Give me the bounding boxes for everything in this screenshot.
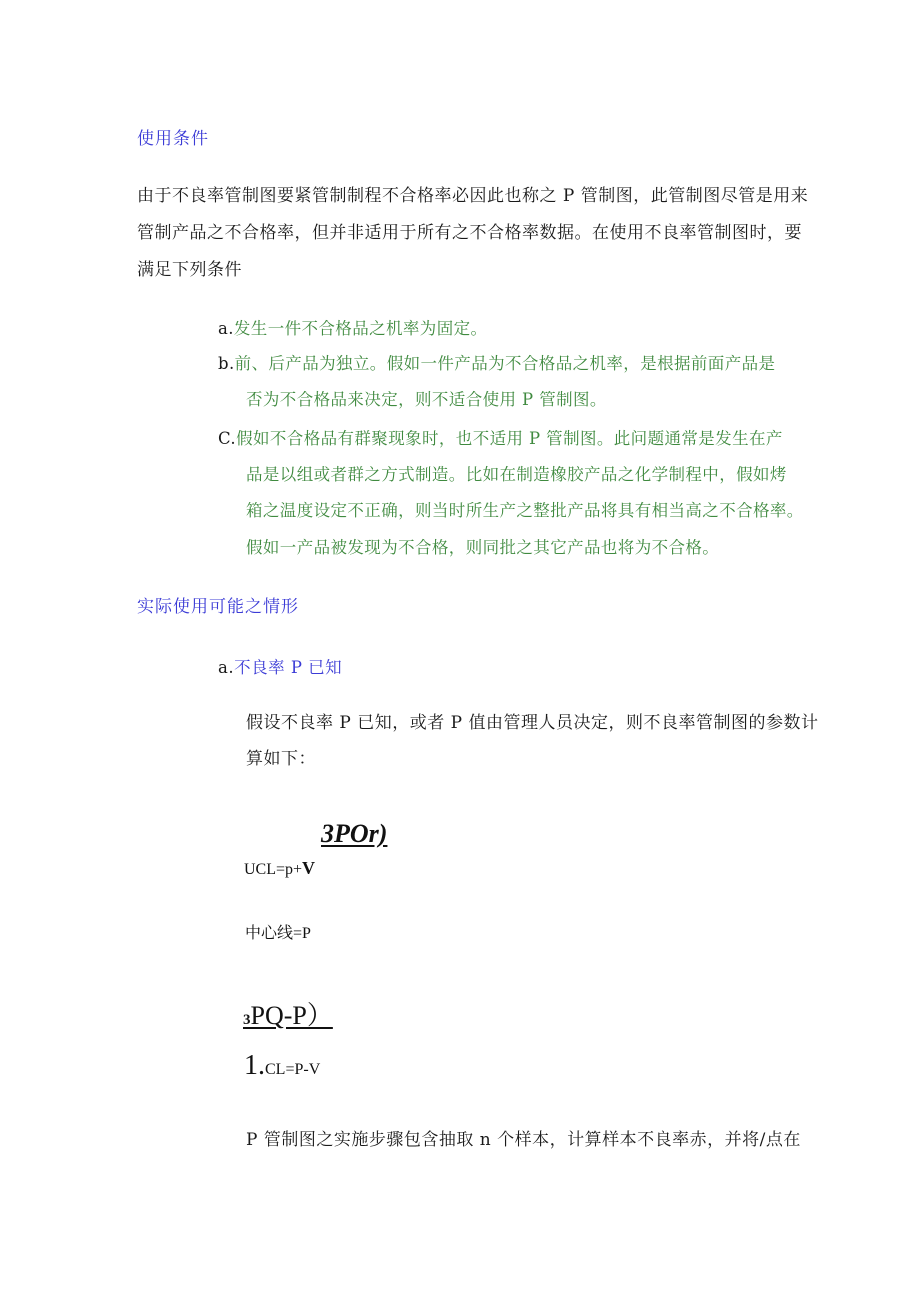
ucl-formula-radical: V	[302, 858, 316, 878]
paragraph-line: P 管制图之实施步骤包含抽取 n 个样本，计算样本不良率赤，并将/点在	[246, 1130, 801, 1150]
list-item-text-cont: 品是以组或者群之方式制造。比如在制造橡胶产品之化学制程中，假如烤	[246, 465, 787, 484]
list-item-text-cont: 箱之温度设定不正确，则当时所生产之整批产品将具有相当高之不合格率。	[246, 501, 804, 520]
ucl-fraction-numerator: 3POr)	[321, 819, 388, 848]
lcl-number: 1.	[244, 1050, 265, 1081]
list-item-text: 发生一件不合格品之机率为固定。	[233, 319, 488, 338]
paragraph-line: 满足下列条件	[137, 260, 242, 280]
paragraph-line: 管制产品之不合格率，但并非适用于所有之不合格率数据。在使用不良率管制图时，要	[137, 223, 802, 243]
ucl-formula-text: UCL=p+	[244, 861, 303, 878]
lcl-fraction-text: PQ-P）	[250, 1001, 333, 1030]
subsection-known-p	[218, 654, 342, 678]
subsection-label: 不良率 P 已知	[234, 658, 343, 677]
list-marker: C.	[218, 429, 237, 448]
paragraph-line: 算如下：	[246, 749, 316, 769]
lcl-formula-text: CL=P-V	[265, 1061, 321, 1078]
list-item-text-cont: 假如一产品被发现为不合格，则同批之其它产品也将为不合格。	[246, 538, 720, 557]
list-item-text: 假如不合格品有群聚现象时，也不适用 P 管制图。此问题通常是发生在产	[236, 429, 783, 448]
lcl-formula	[244, 1050, 320, 1082]
list-item-a	[218, 315, 487, 339]
list-item-text-cont: 否为不合格品来决定，则不适合使用 P 管制图。	[246, 390, 607, 409]
center-line-formula: 中心线=P	[245, 925, 311, 942]
lcl-fraction-numerator	[243, 995, 333, 1032]
list-marker: b.	[218, 354, 235, 373]
paragraph-line: 由于不良率管制图要紧管制制程不合格率必因此也称之 P 管制图，此管制图尽管是用来	[137, 186, 809, 206]
section-heading-usage-conditions: 使用条件	[137, 129, 209, 149]
section-heading-practical-use: 实际使用可能之情形	[137, 597, 299, 617]
list-item-text: 前、后产品为独立。假如一件产品为不合格品之机率，是根据前面产品是	[234, 354, 776, 373]
list-marker: a.	[218, 658, 235, 677]
list-marker: a.	[218, 319, 234, 338]
list-item-c	[218, 425, 783, 449]
lcl-fraction-prefix: 3	[243, 1012, 251, 1028]
paragraph-line: 假设不良率 P 已知，或者 P 值由管理人员决定，则不良率管制图的参数计	[246, 713, 819, 733]
ucl-formula	[244, 858, 315, 879]
list-item-b	[218, 350, 775, 374]
